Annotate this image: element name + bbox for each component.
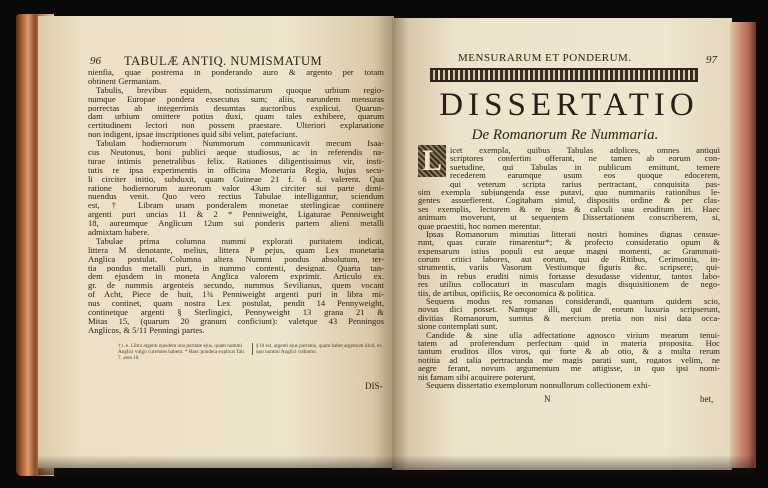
- text-line: Sequens dissertatio exemplorum nonnullorum collectionem exhi-: [426, 380, 651, 390]
- text-line: gr. de nummis argenteis secundo, nummus Sevilianus, quem vocant: [88, 281, 384, 291]
- text-line: tiis, de artibus, opificiis, Re oeconomica & politica.: [418, 288, 596, 298]
- text-line: divitias Romanorum, sumtus & mercium pretia non nisi data occa-: [418, 313, 720, 323]
- text-line: notitia ad talia pertractanda me magis parati sunt, rogatos velim, ne: [418, 355, 720, 365]
- left-running-head: TABULÆ ANTIQ. NUMISMATUM: [124, 54, 323, 68]
- dissertation-subtitle: De Romanorum Re Nummaria.: [471, 127, 659, 143]
- text-line: Anglica postulat. Columna altera Nummi pondus absolutum, ter-: [88, 254, 384, 264]
- text-line: cus Neutonus, boni publici aeque studiosus, ac in referendis na-: [88, 148, 384, 157]
- text-line: li circiter initio, subduxit, quam Guineae 21 f. 6 d. valerent. Qua: [88, 174, 384, 184]
- text-line: continetque argenti § Sterlingici, Pennyweight 13 grana 21 &: [88, 308, 384, 317]
- text-line: tia pondus metalli puri, in nummo contenti, designat. Quarta tan-: [88, 263, 384, 273]
- text-line: gentes assuefierent. Cogitabam simul, dispositis ordine & per clas-: [418, 196, 720, 205]
- text-line: Tabulam hodiernorum Nummorum communicavit mecum Isaa-: [96, 139, 384, 149]
- text-line: strumentis, variis Vasorum Vestiumque figuris &c. scripsere; qui-: [418, 263, 720, 272]
- text-line: nis famam sibi acquirere poterunt.: [418, 372, 536, 381]
- text-line: Sequens modus res romanas considerandi, quantum quidem scio,: [426, 297, 720, 306]
- text-line: ses exemplis, lectorem & re ipsa & calculi usu eruditum iri. Haec: [418, 204, 720, 214]
- text-line: suetudine, qui Tabulas in publicum emittunt, temere: [450, 162, 720, 172]
- text-line: porrectas ab integerrimis desumtas auctoribus explicui. Quarun-: [88, 103, 384, 113]
- text-line: icet exempla, quibus Tabulas adplices, omnes antiqui: [450, 146, 720, 155]
- text-line: novus dici posset. Namque illi, qui de eorum luxuria scripserunt,: [418, 305, 720, 314]
- text-line: Anglicos, & 5/11 Penningi partes.: [88, 325, 205, 335]
- text-line: corum critici labores, aut eorum, qui de Ritibus, Cerimoniis, in-: [418, 255, 720, 264]
- text-line: tantum eruditos illos viros, qui forte & ab otio, & a multa rerum: [418, 347, 720, 356]
- text-line: tatem ad proferendum perfectum quid in materia proposita. Hoc: [418, 338, 720, 348]
- text-line: est, † Libram unam ponderalem monetae sterlingicae continere: [88, 201, 384, 211]
- text-line: Tabulis, brevibus equidem, notissimarum quoque urbium regio-: [96, 85, 384, 95]
- text-line: sim exempla subjungenda esse putavi, quo nummariis rationibus le-: [418, 187, 720, 197]
- text-line: quae praestiti, hoc nomen merentur.: [418, 221, 542, 230]
- right-body-text: [418, 146, 720, 389]
- text-line: nuendus venit. Quo vero rectius Tabulae intelligantur, sciendum: [88, 192, 384, 202]
- text-line: qui veterum scripta rarius pertractant, conquisita pas-: [450, 179, 720, 188]
- footnote-left: † i. e. Libra argenti ejusdem una puritate ejus, quam nummi Anglici vulgo currentes habent. * Haec pondera explicat Tab. 7. area 16.: [118, 343, 246, 361]
- page-edges: [730, 22, 756, 468]
- text-line: admixtam habere.: [88, 228, 150, 237]
- footnote-right: § Id est, argenti ejus puritatis, quam habet argentum illud, ex quo nummi Anglici cuduntur.: [252, 343, 388, 355]
- text-line: expensarum istius populi est aeque magni momenti, ac Grammati-: [418, 246, 720, 256]
- text-line: scriptores confertim offerant, ne tamen ab eorum con-: [450, 154, 720, 163]
- text-line: littera M denotante, melius, littera P pejus, quam Lex monetaria: [88, 245, 384, 255]
- page-bottom-shadow: [38, 455, 754, 475]
- signature-mark: N: [544, 394, 551, 404]
- right-catchword: bet,: [700, 394, 714, 404]
- left-body-text: [88, 68, 384, 335]
- text-line: Mitas 15, (quarum 20 granum conficiunt): valetque 43 Penningos: [88, 316, 384, 326]
- text-line: of Acht, Piece de huit, 1¾ Penniweight argenti puri in libra mi-: [88, 290, 384, 300]
- text-line: nienfia, quae postrema in ponderando auro & argento per totam: [88, 68, 384, 77]
- text-line: certitudinem lectori non possem praestare. Ulteriori explanatione: [88, 121, 384, 131]
- text-line: sione contemplati sunt.: [418, 322, 498, 331]
- text-line: numque Europae pondera exsecutus sum; aliis, earundem mensuras: [88, 94, 384, 104]
- text-line: Ipsas Romanorum minutias litterati nostri homines dignas censue-: [426, 229, 720, 239]
- text-line: bus in rebus eruditi nimis fortasse desudasse videntur, tantos labo-: [418, 271, 720, 281]
- right-page-number: 97: [706, 54, 717, 66]
- headpiece-ornament: [430, 68, 698, 82]
- left-page-number: 96: [90, 55, 101, 67]
- text-line: animum moverunt, ut sequentem Dissertationem conscriberem, si,: [418, 213, 720, 222]
- text-line: non indigent, ipsae inscriptiones quid sibi velint, patefaciunt.: [88, 130, 298, 140]
- drop-cap: L: [418, 145, 446, 177]
- text-line: nus continet, quam nostra Lex postulat, pendit 14 Pennyweight,: [88, 299, 384, 309]
- text-line: turae intimis penetralibus felix. Rationes diligentissimus vir, insti-: [88, 156, 384, 166]
- text-line: aegre ferant, novum argumentum me attigisse, in quo ipsi nomi-: [418, 364, 720, 373]
- text-line: tutis re ipsa experimentis in officina Monetaria Regia, hujus secu-: [88, 165, 384, 175]
- text-line: runt, quas curate rimarentur*; & profecto consideratio opum &: [418, 238, 720, 247]
- right-running-head: MENSURARUM ET PONDERUM.: [458, 52, 632, 64]
- text-line: dem ejusdem in moneta Anglica valorem exprimit. Articulo ex.: [88, 272, 384, 282]
- text-line: dam urbium omittere potius duxi, quam tales exhibere, quarum: [88, 112, 384, 122]
- text-line: res utilius collocaturi in masculam magis disquisitionem de nego-: [418, 280, 720, 289]
- text-line: 18, aureumque Anglicum 12um sui ponderis partem alieni metalli: [88, 219, 384, 229]
- text-line: Candide & sine ulla adfectatione agnosco virium mearum tenui-: [426, 330, 720, 339]
- text-line: obtinent Germaniam.: [88, 76, 162, 86]
- text-line: Tabulae prima columna nummi explorati puritatem indicat,: [96, 236, 384, 246]
- left-catchword: DIS-: [365, 381, 383, 391]
- text-line: recederem earumque usum eos quoque edocerem,: [450, 171, 720, 180]
- dissertation-title: DISSERTATIO: [439, 87, 699, 123]
- text-line: ratione hodiernorum aureorum valor 43um circiter sui parte dimi-: [88, 183, 384, 193]
- text-line: argenti puri uncias 11 & 2 * Penniweight, Ligaturae Penniweight: [88, 210, 384, 220]
